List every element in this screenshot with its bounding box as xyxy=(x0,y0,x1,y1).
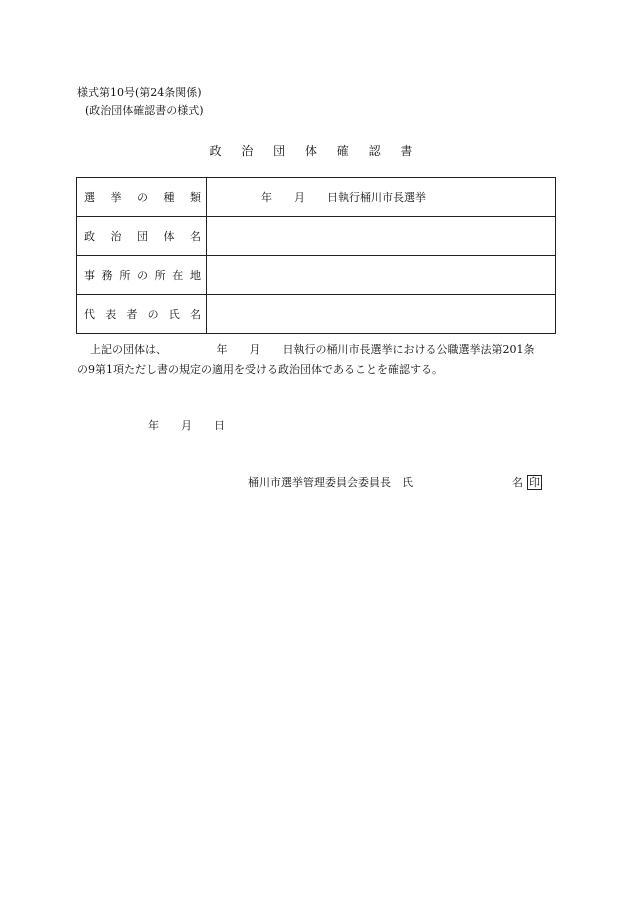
form-number: 様式第10号(第24条関係) xyxy=(77,86,202,99)
label-char: 代 xyxy=(84,308,95,321)
table-row-office-address xyxy=(77,256,556,295)
label-char: 所 xyxy=(119,269,131,282)
label-char: の xyxy=(136,269,148,282)
signature-line xyxy=(248,474,542,490)
label-char: 氏 xyxy=(168,308,180,321)
label-char: の xyxy=(147,308,159,321)
label-election-type xyxy=(77,178,207,217)
table-row-election-type xyxy=(77,178,556,217)
label-group-name xyxy=(77,217,207,256)
body-text-line-2: の9第1項ただし書の規定の適用を受ける政治団体であることを確認する。 xyxy=(77,363,443,376)
value-group-name[interactable] xyxy=(207,217,556,256)
label-char: 団 xyxy=(137,230,148,243)
label-char: 表 xyxy=(105,308,117,321)
confirmation-table xyxy=(76,177,556,334)
label-representative-name xyxy=(77,295,207,334)
document-title: 政 治 団 体 確 認 書 xyxy=(209,144,421,158)
label-char: 所 xyxy=(154,269,166,282)
table-row-representative-name xyxy=(77,295,556,334)
label-char: 治 xyxy=(110,230,122,243)
label-char: 名 xyxy=(190,230,201,243)
label-char: 者 xyxy=(126,308,138,321)
label-char: 体 xyxy=(163,230,175,243)
label-char: 種 xyxy=(163,191,175,204)
label-char: 務 xyxy=(101,269,113,282)
label-char: 名 xyxy=(189,308,201,321)
label-char: 事 xyxy=(84,269,95,282)
label-char: 類 xyxy=(190,191,201,204)
table-row-group-name xyxy=(77,217,556,256)
label-char: 挙 xyxy=(110,191,122,204)
value-election-type[interactable] xyxy=(207,178,556,217)
form-subtitle: (政治団体確認書の様式) xyxy=(85,104,204,117)
value-office-address[interactable] xyxy=(207,256,556,295)
label-char: 政 xyxy=(84,230,95,243)
date-line: 年 月 日 xyxy=(148,419,225,432)
label-char: 地 xyxy=(189,269,201,282)
value-representative-name[interactable] xyxy=(207,295,556,334)
election-type-text: 年 月 日執行桶川市長選挙 xyxy=(261,191,426,204)
body-text-line-1: 上記の団体は、 年 月 日執行の桶川市長選挙における公職選挙法第201条 xyxy=(90,343,535,356)
label-char: 在 xyxy=(172,269,184,282)
label-char: 選 xyxy=(84,191,95,204)
signature-text: 桶川市選挙管理委員会委員長 氏 名 xyxy=(248,476,523,489)
label-office-address xyxy=(77,256,207,295)
label-char: の xyxy=(137,191,148,204)
seal-mark: 印 xyxy=(529,476,540,489)
